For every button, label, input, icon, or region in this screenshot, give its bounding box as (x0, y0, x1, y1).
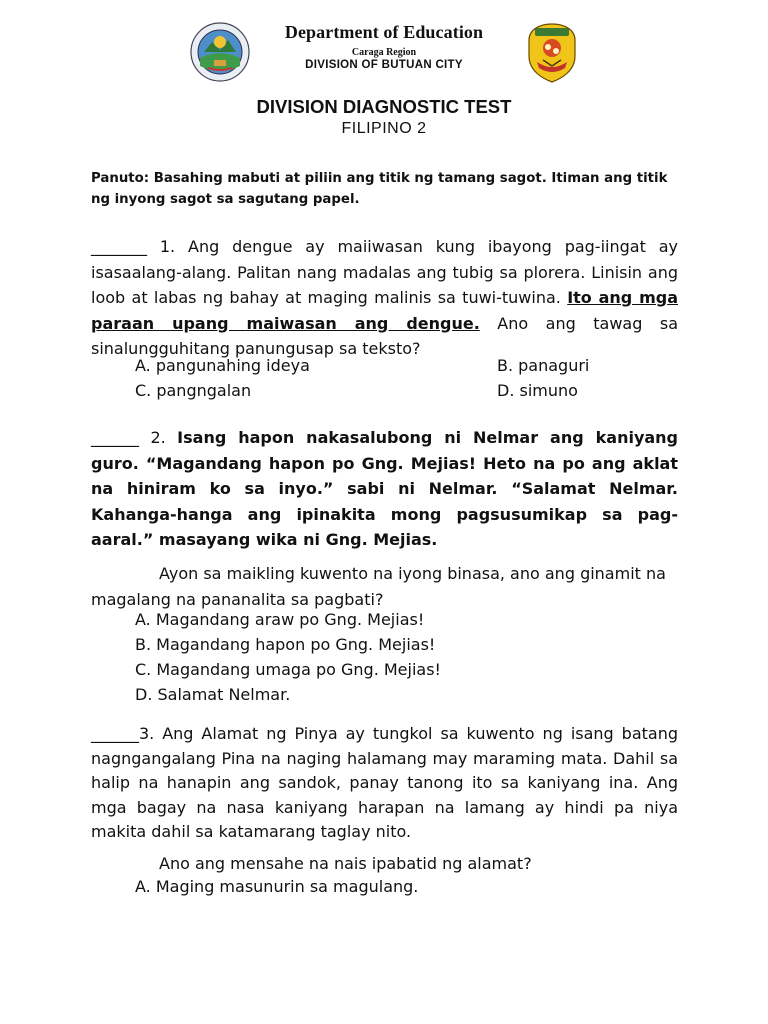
question-1-choice-c: C. pangngalan (135, 381, 252, 400)
question-1-choice-d: D. simuno (497, 381, 578, 400)
question-2-prompt: Ayon sa maikling kuwento na iyong binasa, ano ang ginamit na magalang na pananalita sa pagbati? (91, 564, 666, 609)
question-2-choice-c: C. Magandang umaga po Gng. Mejias! (135, 660, 441, 679)
instructions: Panuto: Basahing mabuti at piliin ang titik ng tamang sagot. Itiman ang titik ng inyong sagot sa sagutang papel. (91, 171, 668, 207)
question-2-choice-b: B. Magandang hapon po Gng. Mejias! (135, 635, 436, 654)
test-subject: FILIPINO 2 (341, 120, 427, 137)
question-1-choice-a: A. pangunahing ideya (135, 356, 310, 375)
question-1 (91, 234, 678, 362)
question-1-question: Ano ang tawag sa sinalungguhitang panungusap sa teksto? (91, 313, 678, 358)
question-1-underlined-sentence: Ito ang mga paraan upang maiwasan ang dengue. (91, 288, 678, 333)
question-2-story: Isang hapon nakasalubong ni Nelmar ang kaniyang guro. “Magandang hapon po Gng. Mejias! Heto na po ang aklat na hiniram ko sa inyo.” sabi ni Nelmar. “Salamat Nelmar. Kahanga-hanga ang ipinakita mong pagsusumikap sa pag-aaral.” masayang wika ni Gng. Mejias. (91, 428, 679, 549)
question-3: ______3. Ang Alamat ng Pinya ay tungkol sa kuwento ng isang batang nagngangalang Pina na naging halamang may maraming mata. Dahil sa halip na hanapin ang sandok, panay tanong ito sa kaniyang ina. Ang mga bagay na nasa kaniyang harapan na lamang ay hindi pa niya makita dahil sa katamarang taglay nito. (91, 724, 678, 841)
question-3-prompt: Ano ang mensahe na nais ipabatid ng alamat? (159, 854, 532, 873)
letterhead (0, 22, 768, 71)
question-1-choice-b: B. panaguri (497, 356, 590, 375)
question-2-choice-a: A. Magandang araw po Gng. Mejias! (135, 610, 425, 629)
question-1-text: _______ 1. Ang dengue ay maiiwasan kung ibayong pag-iingat ay isasaalang-alang. Palitan nang madalas ang tubig sa plorera. Linisin ang loob at labas ng bahay at maging malinis sa tuwi-tuwina. (91, 237, 678, 307)
question-2 (91, 425, 678, 553)
division-name: DIVISION OF BUTUAN CITY (305, 59, 463, 71)
question-2-choice-d: D. Salamat Nelmar. (135, 685, 291, 704)
region-name: Caraga Region (351, 47, 417, 58)
test-title: DIVISION DIAGNOSTIC TEST (256, 96, 512, 117)
department-name: Department of Education (284, 22, 484, 42)
question-2-blank: ______ 2. (91, 428, 178, 447)
question-3-choice-a: A. Maging masunurin sa magulang. (135, 877, 419, 896)
